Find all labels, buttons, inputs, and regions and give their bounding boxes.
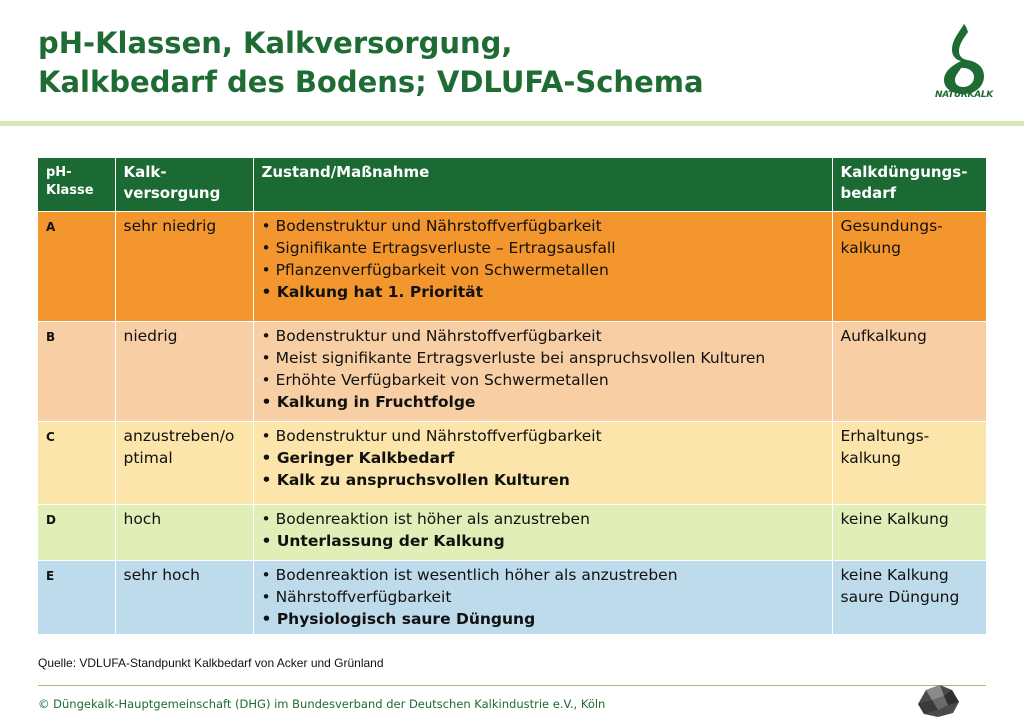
cell-bedarf: keine Kalkung saure Düngung [832, 560, 986, 634]
cell-zustand [253, 321, 832, 421]
table-header-row [38, 158, 986, 211]
title-line-1: pH-Klassen, Kalkversorgung, [38, 26, 513, 60]
cell-versorgung: hoch [115, 504, 253, 560]
header-kalkversorgung [115, 158, 253, 211]
header-ph-klasse-label: pH- Klasse [46, 165, 94, 198]
table-row-d [38, 504, 986, 560]
cell-zustand [253, 504, 832, 560]
list-item: • Geringer Kalkbedarf [262, 447, 824, 469]
list-item: • Nährstoffverfügbarkeit [262, 586, 824, 608]
header-kalkversorgung-label: Kalk- versorgung [123, 163, 221, 202]
cell-versorgung: anzustreben/o ptimal [115, 421, 253, 504]
header-kalkduengungsbedarf [832, 158, 986, 211]
cell-versorgung: sehr niedrig [115, 211, 253, 321]
header-zustand-label: Zustand/Maßnahme [261, 163, 430, 181]
header-ph-klasse [38, 158, 115, 211]
cell-klasse: D [38, 504, 115, 560]
list-item: • Kalkung in Fruchtfolge [262, 391, 824, 413]
measure-list [262, 564, 824, 630]
table-row-a [38, 211, 986, 321]
list-item: • Bodenstruktur und Nährstoffverfügbarkeit [262, 425, 824, 447]
measure-list [262, 508, 824, 552]
logo-text: NATURKALK [935, 90, 993, 100]
cell-zustand [253, 211, 832, 321]
list-item: • Signifikante Ertragsverluste – Ertragsausfall [262, 237, 824, 259]
measure-list [262, 425, 824, 491]
limestone-rock-icon [912, 680, 962, 720]
table-row-c [38, 421, 986, 504]
list-item: • Unterlassung der Kalkung [262, 530, 824, 552]
header-bedarf-label: Kalkdüngungs- bedarf [840, 163, 968, 202]
list-item: • Bodenstruktur und Nährstoffverfügbarkeit [262, 325, 824, 347]
table-row-e [38, 560, 986, 634]
cell-bedarf: Erhaltungs- kalkung [832, 421, 986, 504]
title-line-2: Kalkbedarf des Bodens; VDLUFA-Schema [38, 65, 704, 99]
list-item: • Kalk zu anspruchsvollen Kulturen [262, 469, 824, 491]
footer-divider [38, 685, 986, 686]
list-item: • Meist signifikante Ertragsverluste bei anspruchsvollen Kulturen [262, 347, 824, 369]
footer-copyright: © Düngekalk-Hauptgemeinschaft (DHG) im Bundesverband der Deutschen Kalkindustrie e.V., Köln [38, 697, 606, 711]
cell-zustand [253, 421, 832, 504]
source-note: Quelle: VDLUFA-Standpunkt Kalkbedarf von Acker und Grünland [38, 656, 384, 670]
cell-versorgung: niedrig [115, 321, 253, 421]
ph-class-table [38, 158, 986, 635]
list-item: • Bodenreaktion ist höher als anzustreben [262, 508, 824, 530]
cell-klasse: A [38, 211, 115, 321]
cell-bedarf: Aufkalkung [832, 321, 986, 421]
list-item: • Kalkung hat 1. Priorität [262, 281, 824, 303]
list-item: • Pflanzenverfügbarkeit von Schwermetallen [262, 259, 824, 281]
cell-bedarf: Gesundungs- kalkung [832, 211, 986, 321]
cell-versorgung: sehr hoch [115, 560, 253, 634]
cell-klasse: E [38, 560, 115, 634]
list-item: • Physiologisch saure Düngung [262, 608, 824, 630]
measure-list [262, 215, 824, 303]
measure-list [262, 325, 824, 413]
header-zustand-massnahme [253, 158, 832, 211]
cell-klasse: B [38, 321, 115, 421]
cell-klasse: C [38, 421, 115, 504]
list-item: • Bodenreaktion ist wesentlich höher als anzustreben [262, 564, 824, 586]
cell-bedarf: keine Kalkung [832, 504, 986, 560]
table-row-b [38, 321, 986, 421]
list-item: • Bodenstruktur und Nährstoffverfügbarkeit [262, 215, 824, 237]
cell-zustand [253, 560, 832, 634]
header-divider [0, 121, 1024, 126]
page-title [38, 24, 858, 102]
list-item: • Erhöhte Verfügbarkeit von Schwermetallen [262, 369, 824, 391]
